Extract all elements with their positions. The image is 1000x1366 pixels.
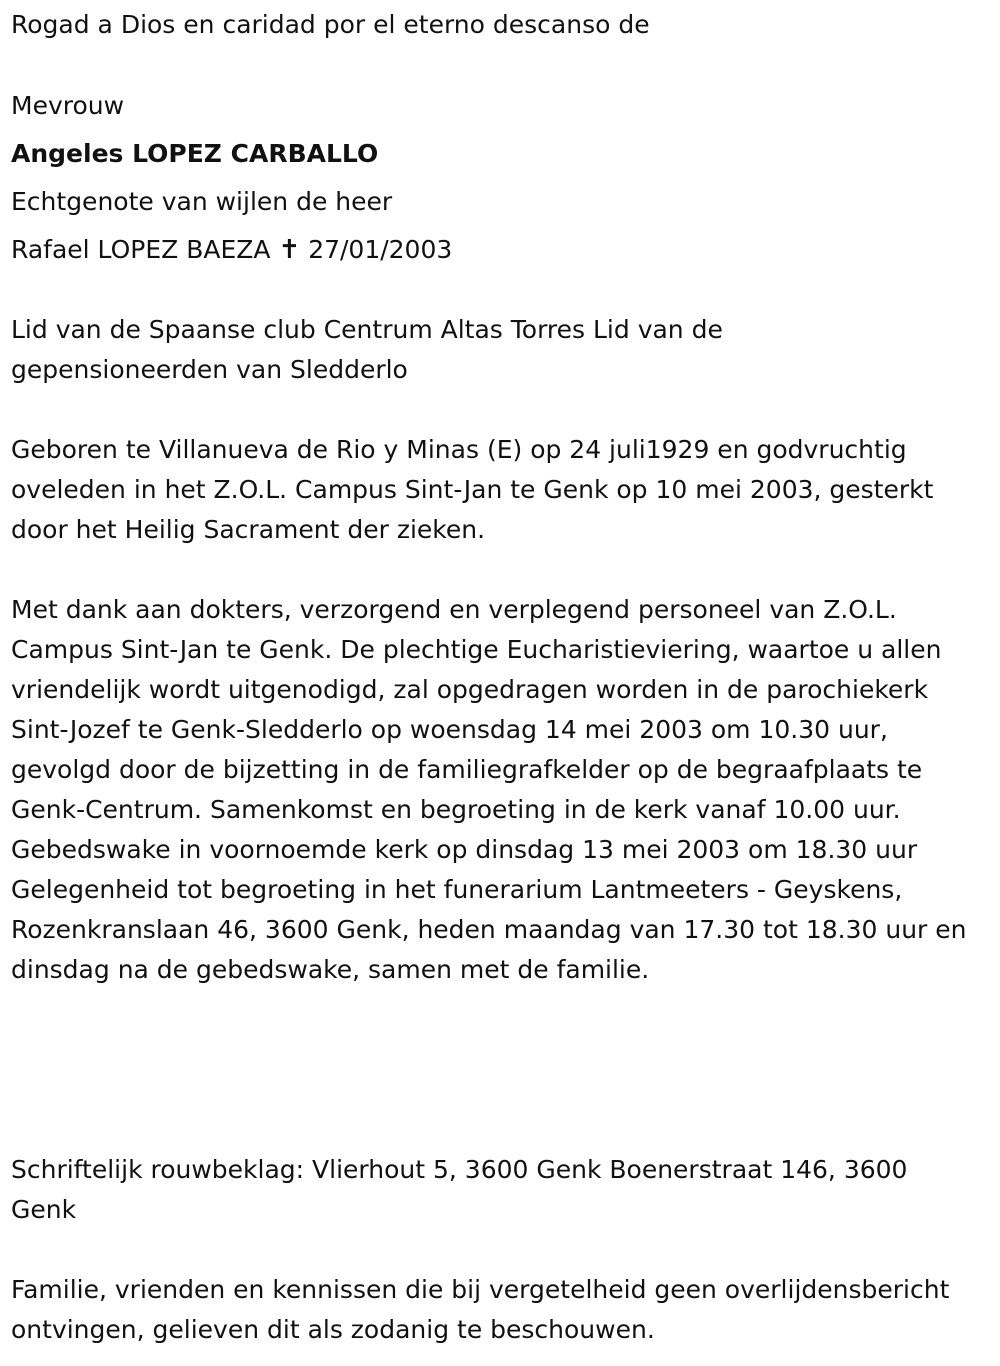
- birth-death-paragraph: Geboren te Villanueva de Rio y Minas (E) op 24 juli1929 en godvruchtig oveleden in het Z.O.L. Campus Sint-Jan te Genk op 10 mei 2003, gesterkt door het Heilig Sacrament der zieken.: [11, 435, 934, 544]
- deceased-name: Angeles LOPEZ CARBALLO: [11, 139, 379, 168]
- relation-line: Echtgenote van wijlen de heer: [11, 187, 393, 216]
- closing-paragraph: Familie, vrienden en kennissen die bij vergetelheid geen overlijdensbericht ontvingen, gelieven dit als zodanig te beschouwen.: [11, 1275, 950, 1344]
- intro-line: Rogad a Dios en caridad por el eterno descanso de: [11, 10, 650, 39]
- salutation: Mevrouw: [11, 91, 125, 120]
- spouse-death-date: 27/01/2003: [308, 235, 453, 264]
- spouse-line: [11, 230, 452, 270]
- condolences-paragraph: Schriftelijk rouwbeklag: Vlierhout 5, 3600 Genk Boenerstraat 146, 3600 Genk: [11, 1155, 908, 1224]
- spouse-name: Rafael LOPEZ BAEZA: [11, 235, 271, 264]
- cross-icon: ✝: [278, 235, 301, 265]
- membership-paragraph: Lid van de Spaanse club Centrum Altas Torres Lid van de gepensioneerden van Sledderlo: [11, 315, 723, 384]
- ceremony-paragraph: Met dank aan dokters, verzorgend en verplegend personeel van Z.O.L. Campus Sint-Jan te Genk. De plechtige Eucharistieviering, waartoe u allen vriendelijk wordt uitgenodigd, zal opgedragen worden in de parochiekerk Sint-Jozef te Genk-Sledderlo op woensdag 14 mei 2003 om 10.30 uur, gevolgd door de bijzetting in de familiegrafkelder op de begraafplaats te Genk-Centrum. Samenkomst en begroeting in de kerk vanaf 10.00 uur. Gebedswake in voornoemde kerk op dinsdag 13 mei 2003 om 18.30 uur Gelegenheid tot begroeting in het funerarium Lantmeeters - Geyskens, Rozenkranslaan 46, 3600 Genk, heden maandag van 17.30 tot 18.30 uur en dinsdag na de gebedswake, samen met de familie.: [11, 595, 967, 984]
